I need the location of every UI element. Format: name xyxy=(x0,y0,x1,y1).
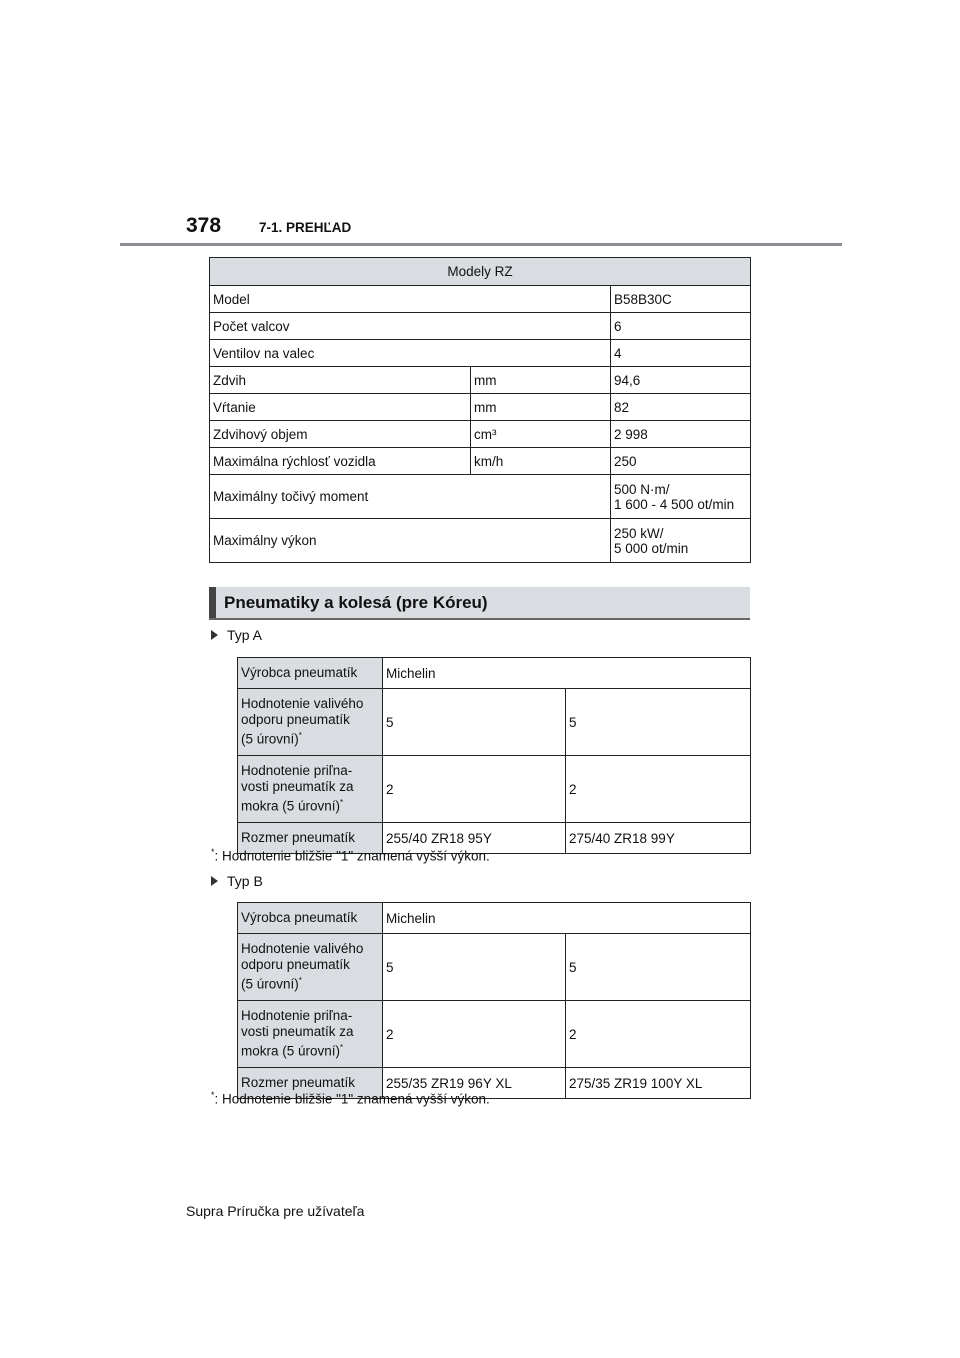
section-heading: 7-1. PREHĽAD xyxy=(259,220,352,235)
spec-value: B58B30C xyxy=(611,286,751,313)
header-divider xyxy=(120,243,842,246)
spec-unit: km/h xyxy=(471,448,611,475)
spec-value: 6 xyxy=(611,313,751,340)
tire-label: Hodnotenie valivého odporu pneumatík (5 úrovní)* xyxy=(238,689,383,756)
tire-value: 275/35 ZR19 100Y XL xyxy=(566,1068,751,1099)
tire-label: Rozmer pneumatík xyxy=(238,823,383,854)
spec-label: Zdvih xyxy=(210,367,471,394)
spec-value: 82 xyxy=(611,394,751,421)
tire-table-type-b xyxy=(237,902,751,1099)
table-row xyxy=(210,448,751,475)
table-row xyxy=(210,367,751,394)
table-row xyxy=(238,903,751,934)
tire-value: 2 xyxy=(383,756,566,823)
tire-value: Michelin xyxy=(383,903,751,934)
tire-value: 2 xyxy=(383,1001,566,1068)
tire-label: Výrobca pneumatík xyxy=(238,903,383,934)
tire-value: 255/35 ZR19 96Y XL xyxy=(383,1068,566,1099)
tire-label: Hodnotenie priľna- vosti pneumatík za mokra (5 úrovní)* xyxy=(238,1001,383,1068)
table-row xyxy=(210,421,751,448)
tire-value: 255/40 ZR18 95Y xyxy=(383,823,566,854)
table-row xyxy=(210,340,751,367)
spec-value: 4 xyxy=(611,340,751,367)
footnote-type-b: *: Hodnotenie bližšie "1" znamená vyšší výkon. xyxy=(211,1090,490,1107)
table-row xyxy=(210,475,751,519)
spec-value: 94,6 xyxy=(611,367,751,394)
spec-label: Maximálna rýchlosť vozidla xyxy=(210,448,471,475)
spec-label: Maximálny výkon xyxy=(210,519,611,563)
spec-value: 250 xyxy=(611,448,751,475)
tire-label: Rozmer pneumatík xyxy=(238,1068,383,1099)
spec-label: Zdvihový objem xyxy=(210,421,471,448)
tire-table-type-a xyxy=(237,657,751,854)
tire-value: 2 xyxy=(566,756,751,823)
triangle-bullet-icon xyxy=(211,876,218,886)
table-row xyxy=(238,658,751,689)
table-row xyxy=(210,286,751,313)
table-row xyxy=(210,313,751,340)
tire-value: 5 xyxy=(566,689,751,756)
heading-accent-bar xyxy=(209,587,216,618)
spec-label: Maximálny točivý moment xyxy=(210,475,611,519)
table-row xyxy=(238,756,751,823)
tire-label: Výrobca pneumatík xyxy=(238,658,383,689)
tire-label: Hodnotenie valivého odporu pneumatík (5 úrovní)* xyxy=(238,934,383,1001)
spec-unit: mm xyxy=(471,394,611,421)
table-row xyxy=(238,1001,751,1068)
tire-value: 5 xyxy=(383,689,566,756)
spec-value: 2 998 xyxy=(611,421,751,448)
tire-value: 5 xyxy=(566,934,751,1001)
tire-section-heading xyxy=(209,587,750,620)
footnote-type-a: *: Hodnotenie bližšie "1" znamená vyšší výkon. xyxy=(211,847,490,864)
spec-value: 250 kW/ 5 000 ot/min xyxy=(611,519,751,563)
spec-unit: cm³ xyxy=(471,421,611,448)
table-row xyxy=(238,689,751,756)
spec-value: 500 N·m/ 1 600 - 4 500 ot/min xyxy=(611,475,751,519)
footer-manual-title: Supra Príručka pre užívateľa xyxy=(186,1203,365,1219)
tire-value: 2 xyxy=(566,1001,751,1068)
type-a-label: Typ A xyxy=(211,627,262,643)
tire-section-title: Pneumatiky a kolesá (pre Kóreu) xyxy=(224,593,488,612)
type-b-label: Typ B xyxy=(211,873,263,889)
tire-label: Hodnotenie priľna- vosti pneumatík za mokra (5 úrovní)* xyxy=(238,756,383,823)
tire-value: Michelin xyxy=(383,658,751,689)
triangle-bullet-icon xyxy=(211,630,218,640)
engine-spec-table xyxy=(209,257,751,563)
spec-label: Počet valcov xyxy=(210,313,611,340)
engine-table-title: Modely RZ xyxy=(210,258,751,286)
spec-label: Vŕtanie xyxy=(210,394,471,421)
spec-label: Ventilov na valec xyxy=(210,340,611,367)
spec-unit: mm xyxy=(471,367,611,394)
tire-value: 275/40 ZR18 99Y xyxy=(566,823,751,854)
tire-value: 5 xyxy=(383,934,566,1001)
table-row xyxy=(238,934,751,1001)
table-row xyxy=(210,519,751,563)
page-number: 378 xyxy=(186,214,222,237)
table-row xyxy=(210,394,751,421)
spec-label: Model xyxy=(210,286,611,313)
